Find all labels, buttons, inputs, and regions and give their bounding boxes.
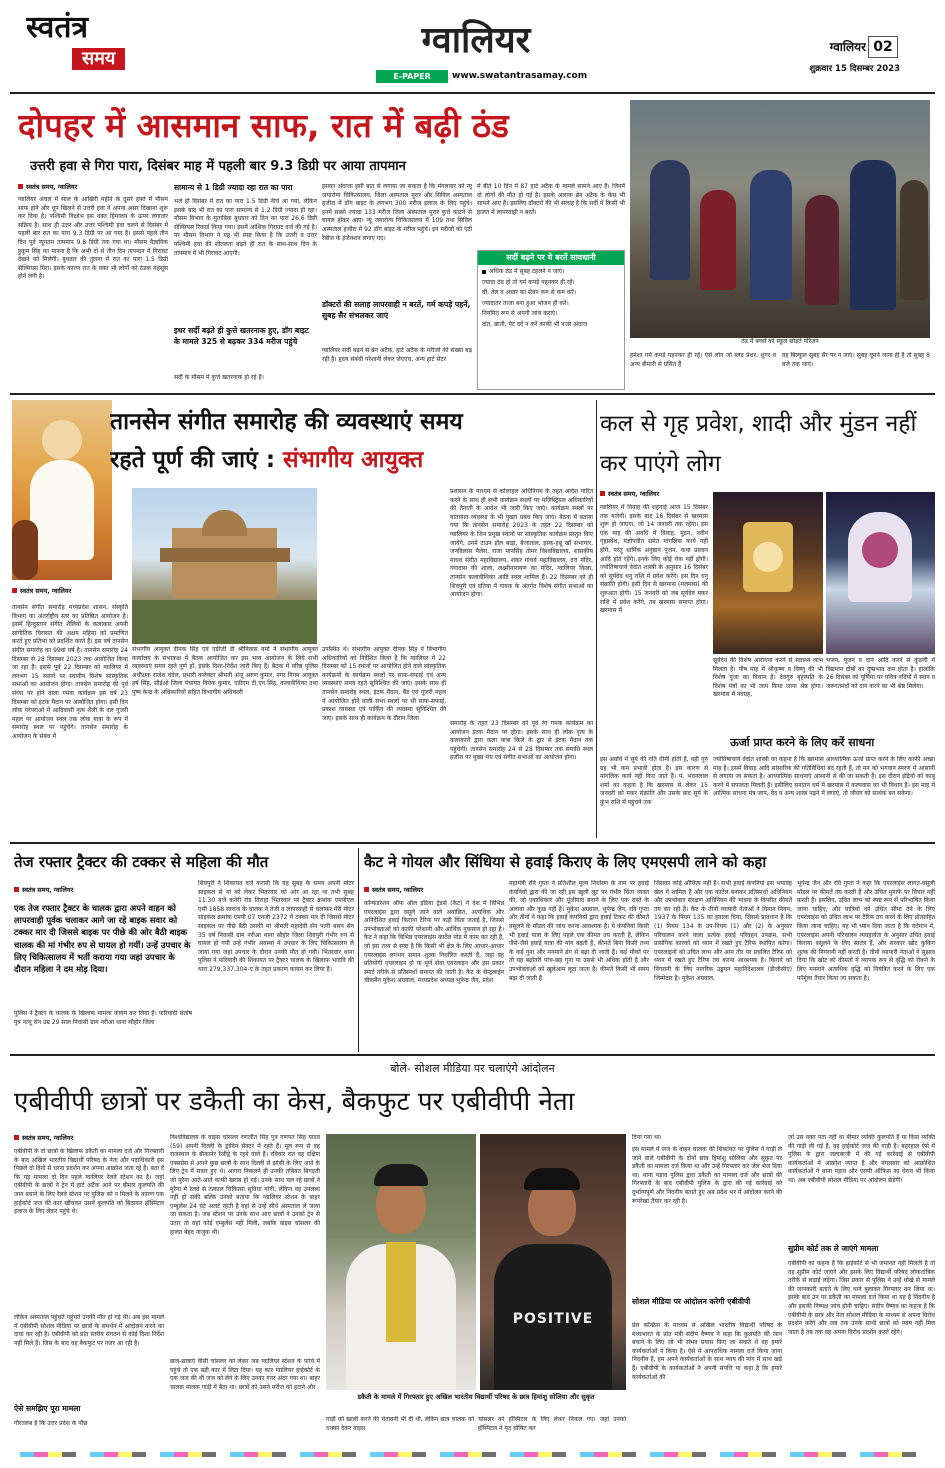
story1-headline: दोपहर में आसमान साफ, रात में बढ़ी ठंड: [18, 106, 509, 145]
story1-col1: ग्वालियर अंचल में साल के आखिरी महीने के दूसरे हफ्ते में मौसम साफ होने और धूप खिलने से उत्तरी हवा ने अपना असर दिखाना शुरू कर दिया है। पश्चिमी विक्षोभ इस वक्त हिमालय के ऊपर लगातार सक्रिय है। साथ ही उत्तर और उत्तर पश्चिमी हवा चलने से दिसंबर में पहली बार रात का पारा 9.3 डिग्री पर आ गया है। इससे पहले तीन दिन पूर्व न्यूनतम तापमान 9.8 डिग्री तक गया था। मौसम वैज्ञानिक हुकुम सिंह का मानना है कि अभी दो से तीन दिन तापमान में गिरावट देखने को मिलेगी। बुधवार की तुलना में रात का पारा 1.5 डिग्री सेल्सियस गिरा। इसके कारण रात के वक्त भी लोगों को ठंडक महसूस होने लगी है।: [18, 196, 168, 281]
story1-subhead: उत्तरी हवा से गिरा पारा, दिसंबर माह में पहली बार 9.3 डिग्री पर आया तापमान: [30, 159, 406, 174]
precaution-item: ज्यादातर ताजा बना हुआ भोजन ही करें।: [482, 299, 569, 307]
story6-col3c: प्रेस कॉन्फ्रेंस के माध्यम से अखिल भारतीय विद्यार्थी परिषद के मध्यभारत के प्रांत मंत्री संदीप वैष्णव ने कहा कि कुलपति की जान बचाने के लिए जो भी संभव प्रयास किए जा सकते थे वह हमारे कार्यकर्ताओं ने किया है। ऐसे में आपराधिक मामला दर्ज किया जाना निंदनीय है, हम अपने कार्यकर्ताओं के साथ न्याय की मांग में साथ खड़े हैं। एबीवीपी के कार्यकर्ताओं ने अपनी संपत्ति या कहा है कि हमारे कार्यकर्ताओं की: [632, 1322, 782, 1381]
precautions-title: सर्दी बढ़ने पर ये बरतें सावधानी: [478, 251, 624, 265]
story6-subhead2: सोशल मीडिया पर आंदोलन करेगी एबीवीपी: [632, 1297, 751, 1306]
story2-col1: तानसेन संगीत समारोह मध्यप्रदेश शासन, संस्कृति विभाग का अंतर्राष्ट्रीय स्तर का प्रतिष्ठित आयोजन है। इसमें हिन्दुस्तान संगीत शैलियों के कलाकार अपनी सांगीतिक विरासत की अक्षय महिमा को प्रमाणित करते हुए प्रतिभा को प्रदर्शित करते हैं। इस वर्ष तानसेन संगीत समारोह का 99वां वर्ष है। तानसेन समारोह 24 दिसम्बर से 28 दिसम्बर 2023 तक आयोजित किया जा रहा है। इससे पूर्व 22 दिसम्बर को ग्वालियर में लगभग 15 स्थानों पर स्थानीय विशेष सांस्कृतिक सभाओं का आयोजन होगा। तानसेन समारोह की पूर्व संध्या पर होने वाला गमक कार्यक्रम इस वर्ष 23 दिसम्बर को इंटक मैदान पर आयोजित होगा। इसी दिन लोक परंपराओं में आदिवासी नृत्य शैली के दल गूजरी महल पर आयोजन स्थल तक लोक यात्रा के रूप में समारोह स्थल पर पहुंचेंगे। तानसेन समारोह के आयोजन के संबंध में: [12, 604, 128, 740]
story5-col1: कॉन्फेडरेशन ऑफ ऑल इंडिया ट्रेडर्स (कैट) ने देश में विभिन्न एयरलाइंस द्वारा वसूले जाने वाले अवांछित, अत्यधिक और अनिर्देशित हवाई किराया टैरिफ पर कड़ी चिंता जताई है, जिससे उपभोक्ताओं को काफी परेशानी और आर्थिक नुकसान हो रहा है। कैट ने कहा कि विभिन्न एयरलाइंस कार्टेल मोड में काम कर रही हैं, जो इस तथ्य से स्पष्ट है कि किसी भी क्षेत्र के लिए आधार-आधार एयरलाइंस लगभग समान शुल्क निर्धारित करती हैं, जहां वह प्रतियोगी एयरलाइन हो या पूर्ण सेवा एयरलाइन और इस प्रकार स्मार्ट तरीके से प्रतिस्पर्धा समाप्त की जाती है। कैट के सेन्ट्रलाईन चीफ़मैन मुकेश अग्रवाल, मध्यप्रदेश अध्यक्ष भूपेन्द्र जैन, प्रदेश: [364, 900, 504, 985]
story6-col3b: इस मामले में जज के वाहन चालक की शिकायत पर पुलिस ने गाड़ी ले जाने वाले एबीवीपी के दोनों छात्र हिमांशु सोलिया और सुकृत पर डकैती का मामला दर्ज किया था और उन्हें गिरफ्तार कर जेल भेज दिया था। थाना पड़ाव पुलिस द्वारा डकैती का मामला दर्ज और छात्रों की गिरफ्तारी के बाद एबीवीपी पुलिस के द्वारा की गई कार्रवाई को दुर्भाग्यपूर्ण और निंदनीय बताते हुए अब प्रदेश भर में आंदोलन करने की रूपरेखा तैयार कर रही है।: [632, 1146, 782, 1205]
story6-col2b: छात्र-छात्राएं वीसी चांसलर को लेकर जब ग्वालियर स्टेशन के फोर्च में पहुंचे तो एक बड़ी कार में लिटा दिया। यह कार ग्वालियर हाईकोर्ट के एक जज की थी जज को लेने के लिए उनका गनर अंदर गया था। बाहर चालक मालक गाड़ी में बैठा था। छात्रों को उसने मरीज को हटाने और: [170, 1358, 320, 1391]
story3-col1: ग्वालियर में विवाह की शहनाई आज 15 दिसंबर तक बजेगी। इसके बाद 16 दिसंबर से खरमास शुरू हो जाएगा, जो 14 जनवरी तक रहेगा। इस एक माह की अवधि में विवाह, मुंडन, नवीन गृहप्रवेश, यज्ञोपवीत समेत मांगलिक कार्य नहीं होंगे, परंतु धार्मिक अनुष्ठान पूजन, कथा प्रवचन आदि होते रहेंगे। इनके लिए कोई रोक नहीं होगी। ज्योतिषाचार्य वेदांत शास्त्री के अनुसार 16 दिसंबर को सूर्यदेव धनु राशि में प्रवेश करेंगे। इस दिन धनु संक्रांति होगी। इसी दिन से खरमास (मलमास) की शुरुआत होगी। 15 जनवरी को जब सूर्यदेव मकर राशि में प्रवेश करेंगे, तब खरमास समाप्त होगा। खरमास में: [600, 504, 708, 615]
story1-col2: भले ही दिसंबर में रात का पारा 1.5 डिग्री नीचे आ गया, लेकिन इसके बाद भी रात का पारा सामान्य से 1.2 डिग्री ज्यादा ही रहा। मौसम विभाग के मुताबिक बुधवार को दिन का पारा 26.6 डिग्री सेल्सियस रिकार्ड किया गया। इसमें आंशिक गिरावट दर्ज की गई है। पर मौसम विभाग ने यह भी स्पष्ट किया है कि उत्तरी व उत्तर पश्चिमी हवा की शीतलता बढ़ते ही रात के साथ-साथ दिन के तापमान में भी गिरावट आएगी।: [174, 198, 317, 257]
story1-byline: स्वतंत्र समय, ग्वालियर: [18, 183, 168, 193]
page-number: 02: [868, 36, 898, 58]
story6-below-photo1: गाड़ी को खाली करने की चेतावनी भी दी थी, लेकिन छात्र चालक को धक्का देकर वाइस: [326, 1416, 474, 1432]
precaution-item: दांत, छाती, पेट दर्द न करें काफी भी नजर अंदाज: [482, 320, 588, 328]
story3-headline: कल से गृह प्रवेश, शादी और मुंडन नहीं कर पाएंगे लोग: [600, 411, 917, 477]
story2-col4: प्रशासन के माध्यम से कोलाहल अधिनियम के तहत आदेश पारित करने के साथ ही सभी कार्यक्रम स्थलों पर मजिस्ट्रियल अधिकारियों की तैनाती के आदेश भी जारी किए जाएं। कार्यक्रम स्थलों पर यातायात व्यवस्था के भी पुख्ता प्रबंध किए जाएं। बैठक में बताया गया कि तानसेन समारोह 2023 के तहत 22 दिसम्बर को ग्वालियर के जिन प्रमुख स्थानों पर सांस्कृतिक कार्यक्रम प्रस्तुत किए जायेंगे, उनमें टाउन हॉल बाड़ा, बैजाताल, इस्क-हबू खाँ सभागार, जनविलास पैलेस, राजा मानसिंह तोमर विश्वविद्यालय, शासकीय माधव संगीत महाविद्यालय, शंकर गांधर्व महाविद्यालय, दत्त मंदिर, गंगादास की शाला, लक्ष्मीनारायण का मंदिर, ग्वालियर किला, तानसेन कलावीथिका आदि स्थल शामिल हैं। 22 दिसम्बर को ही शिवपुरी एवं दतिया में गायक के अंतर्गत विशेष संगीत सभाओं का आयोजन होगा।: [450, 488, 593, 599]
story5-col3: जिसका कोई औचित्य नहीं है। सभी हवाई कंपनियां इस भयावह खेल में शामिल हैं और एक कार्टेल बनाकर प्रतिस्पर्धा अधिनियम और उपभोक्ता संरक्षण अधिनियम की भावना के विपरीत कीमतें तय कर रही हैं। कैट के तीनों व्यापारी नेताओं ने विमान नियम, 1937 के नियम 135 का हवाला दिया, जिसमें प्रावधान है कि (1) नियम 134 के उप-नियम (1) और (2) के अनुसार परिचालन करने वाला प्रत्येक हवाई परिवहन उपक्रम, सभी प्रासंगिक कारकों को ध्यान में रखते हुए टैरिफ स्थापित करेगा। एयरलाइनों को उचित लाभ और आम तौर पर प्रचलित टैरिफ को ध्यान में रखते हुए टैरिफ तय करना आवश्यक है। किराये को निगरानी के लिए नागरिक उड्डयन महानिदेशालय (डीजीसीए) जिम्मेदार है। मुकेश अग्रवाल,: [654, 880, 792, 982]
story1-col3-head: डॉक्टरों की सलाह लापरवाही न बरतें, गर्म कपड़े पहनें, सुबह सैर संभलकर जाएं: [322, 300, 471, 320]
story6-subhead3: सुप्रीम कोर्ट तक ले जाएंगे मामला: [788, 1244, 879, 1253]
city-title: ग्वालियर: [421, 19, 531, 61]
epaper-label: E-PAPER: [376, 70, 448, 83]
story6-col4b: एबीवीपी का कहना है कि हाईकोर्ट से भी जमानत नहीं मिलती है तो वह सुप्रीम कोर्ट जाएंगे और इसके लिए विद्यार्थी परिषद लोकतांत्रिक तरीके से लड़ाई लड़ेगा। जिस प्रकार से पुलिस ने उन्हें धोखे से मामले की जानकारी बताते के लिए थाने बुलाकर गिरफ्तार कर लिया था। इसके बाद उन पर डकैती का मामला दर्ज किया था यह है निंदनीय है और इसकी निष्पक्ष जांच होनी चाहिए। संदीप वैष्णव का कहना है कि एबीवीपी के छात्र और नेता सोशल मीडिया के माध्यम से अपना विरोध प्रदर्शन करेंगे और जब तक उनके साथी छात्रों को न्याय नहीं मिल जाता है तब तक वह अपना विरोध प्रदर्शन करते रहेंगे।: [788, 1260, 935, 1336]
masthead: [0, 0, 945, 90]
story1-right-col2: वह बिल्कुल सुबह सैर पर न जाएं। सुबह घूमने जाना ही है तो सुबह 8 बजे तक जाएं।: [782, 352, 930, 368]
story6-col2: विश्वविद्यालय के वाइस चांसलर रणजीत सिंह पुत्र गणपत सिंह यादव (59) अपनी दिल्ली के ड्राविन सेक्टर में रहते हैं। मूल रूप से वह राजस्थान के बीकानेर रेंजीड्रे के रहने वाले हैं। रविवार रात वह दक्षिण एक्सप्रेस से अपने कुछ छात्रों के साथ दिल्ली से झांसी के लिए आने के लिए ट्रेन में सवार हुए थे। आगरा निकलने ही उनकी तबियत बिगड़ती जो मुरैना आते-आते काफी खराब हो गई। उनके साथ चल रहे छात्रों ने मुरैना में रेलवे से तत्काल चिकित्सा सुविधा मांगी, लेकिन वह उपलब्ध नहीं हो सकी बल्कि उनको बताया कि ग्वालियर स्टेशन के बाहर एम्बुलेंस 24 घंटे अलर्ट रहती है वहां से उन्हें सीधे अस्पताल ले जाया जा सकता है। जब स्टेशन पर उनके साथ आए छात्रों ने उनको ट्रेन से उतार तो वहां कोई एम्बुलेंस नहीं मिली, जबकि वाइस चांसलर की हालत बेहद नाजुक थी।: [170, 1134, 320, 1236]
story3-col5: ज्योतिषाचार्य वेदांत शास्त्री का कहना है कि खरमास आध्यात्मिक ऊर्जा प्राप्त करने के लिए काफी अच्छा माह है। इसमें विवाह आदि सांसारिक की गतिविधियां बंद रहती हैं, तो मन को भगवान स्मरण में आसानी से लगाया जा सकता है। आध्यात्मिक साधनाएं आसानी से की जा सकती हैं। इस दौरान इंद्रियों को काबू करने में सफलता मिलती है। इसीलिए सनातन धर्म में खरमास में कल्पवास का भी विधान है। इस माह में आत्मिक साधना मंत्र जाप, वेद व अन्य शास्त्र पढ़ने में लगाएं, तो जीवन को सार्थक बन सकेगा।: [713, 756, 935, 798]
story6-byline: स्वतंत्र समय, ग्वालियर: [14, 1134, 164, 1144]
logo: [26, 10, 146, 82]
precaution-item: घी, तेल व अचार का सेवन कम से कम करें।: [482, 289, 577, 297]
story1-col4: में बीते 10 दिन में 87 हार्ट अटैक के मामले सामने आए हैं। जिनमें दो लोगों की मौत हो गई है। इसके अलावा ब्रेन अटैक के केस भी सामने आए हैं। इसलिए डॉक्टरों की भी सलाह है कि सर्दी में किसी भी हालत में लापरवाही न बरतें।: [477, 183, 625, 216]
story6-below-photo2: चांसलर को हॉस्पिटल के लिए लेकर निकल गए। जहां उनको हॉस्पिटल ने मृत घोषित कर: [478, 1416, 626, 1432]
story2-headline-line2a: रहते पूर्ण की जाएं :: [110, 447, 284, 473]
story2-col4b: समारोह के तहत 23 दिसम्बर को पूर्व रंग गमक कार्यक्रम का आयोजन इंटक मैदान पर होगा। इसके साथ ही लोक नृत्य के कलाकारों द्वारा कला यात्रा किले के द्वार से इंटक मैदान तक पहुंचेगी। तानसेन समारोह 24 से 28 दिसम्बर तक समाधि स्थल हजीरा पर मुख्य मंच एवं संगीत सभाओं का आयोजन होगा।: [450, 720, 593, 762]
column-divider: [596, 400, 597, 838]
precautions-box: [477, 250, 625, 390]
story6-col3: दिया गया था।: [632, 1134, 662, 1141]
story1-col3: इसका अंदाजा इसी बात से लगाया जा सकता है कि मंगलवार को न्यू जयारोग्य चिकित्सालय, जिला अस्पताल मुरार और सिविल अस्पताल हजीरा में डॉग बाइट के लगभग 300 मरीज इलाज के लिए पहुंचे। इनमें सबसे ज्यादा 133 मरीज जिला अस्पताल मुरार कुत्ते काटने से घायल होकर आए। न्यू जयारोग्य चिकित्सालय में 109 तथा सिविल अस्पताल हजीरा में 92 डॉग बाइट के मरीज पहुंचे। इन मरीजों को एंटी रैबीज के इंजेक्शन लगाए गए।: [322, 183, 472, 242]
student-photo-caption: डकैती के मामले में गिरफ्तार हुए अखिल भारतीय विद्यार्थी परिषद के छात्र हिमांशु सोलिया और सुकृत: [357, 1393, 595, 1401]
story5-headline: कैट ने गोयल और सिंधिया से हवाई किराए के लिए एमएसपी लाने को कहा: [364, 853, 767, 871]
story1-col2b: सर्दी के मौसम में कुत्ते खतरनाक हो रहे हैं।: [174, 374, 264, 381]
story1-col3b: ग्वालियर सर्दी बढ़ने से ब्रेन अटैक, हार्ट अटैक के मरीजों की संख्या बढ़ रही है। हृदय संबंधी परेशानी लेकर जेएएच, अन्य हार्ट सेंटर: [322, 347, 472, 363]
story5-byline: स्वतंत्र समय, ग्वालियर: [364, 886, 504, 896]
story2-headline-line2b: संभागीय आयुक्त: [283, 447, 424, 473]
page-city: ग्वालियर: [829, 40, 866, 54]
story4-lead: एक तेज रफ्तार ट्रैक्टर के चालक द्वारा अपने वाहन को लापरवाही पूर्वक चलाकर आगे जा रहे बाइक सवार को टक्कर मार दी जिससे बाइक पर पीछे की ओर बैठी बाइक चालक की मां गंभीर रुप से घायल हो गयीं। उन्हें उपचार के लिए चिकित्सालय में भर्ती कराया गया जहां उपचार के दौरान महिला ने दम मोड़ दिया।: [14, 903, 191, 975]
story6-headline: एबीवीपी छात्रों पर डकैती का केस, बैकफुट पर एबीवीपी नेता: [14, 1087, 575, 1117]
story3-byline: स्वतंत्र समय, ग्वालियर: [600, 490, 708, 500]
issue-date: शुक्रवार 15 दिसम्बर 2023: [809, 64, 900, 74]
story6-col1b: लेकिन अस्पताल पहुंचते पहुंचते उनकी मौत हो गई थी। अब इस मामले में एबीवीपी सोशल मीडिया पर छात्रों के समर्थन में आंदोलन करने का दावा कर रही है। एबीवीपी को प्रांत स्तरीय संगठन से कोई दिशा निर्देश नहीं मिले हैं। जिस के बाद वह बैकफुट पर नजर आ रही है।: [14, 1314, 164, 1347]
story4-headline: तेज रफ्तार ट्रैक्टर की टक्कर से महिला की मौत: [14, 853, 269, 871]
website-link[interactable]: www.swatantrasamay.com: [452, 71, 588, 81]
logo-top: स्वतंत्र: [26, 10, 89, 45]
student-photo-1: [326, 1134, 476, 1390]
precaution-item: ज्यादा ठंड हो तो गर्म कपड़े पहनकर ही रहें।: [482, 278, 575, 286]
logo-bottom: समय: [72, 48, 125, 70]
story6-col1c: गौरतलब है कि उत्तर प्रदेश के पौंछ: [14, 1420, 88, 1427]
story6-col4: जो उस वक्त पता नहीं था बीमार व्यक्ति कुलपति हैं या किस व्यक्ति की गाड़ी ली गई है, वह हाईकोर्ट जज की गाड़ी है। बहरहाल ऐसे में पुलिस के द्वारा जल्दबाजी में की गई कार्रवाई से एबीवीपी कार्यकर्ताओं में आक्रोश व्याप्त है और मंगलवार को आक्रोशित कार्यकर्ताओं ने थाना पड़ाव और एसपी ऑफिस का घेराव भी किया था। अब एबीवीपी सोशल मीडिया पर आंदोलन छेड़ेगी।: [788, 1134, 935, 1184]
shirt-print: POSITIVE: [512, 1311, 594, 1327]
story5-col4: भूपेन्द्र जैन और रवि गुप्ता ने कहा कि एयरलाइंस लागत-वसूली मॉडल पर कीमतें तय करती हैं और उचित मुनाफे पर विचार नहीं करती हैं। इसलिए, उचित लाभ को स्पष्ट रूप से परिभाषित किया जाना चाहिए, और यात्रियों को उचित सीमा देने के लिए एयरलाइंस को उचित लाभ पर टैरिफ तय करने के लिए प्रोत्साहित किया जाना चाहिए। यह भी ध्यान दिया जाता है कि वर्तमान में, एयरलाइंस अपनी परिचालन व्यवहार्यता के अनुसार उचित हवाई किराया वसूलने के लिए स्वतंत्र हैं, और सरकार खोट कुकिंग शुल्क की निगरानी नहीं करती है। तीनों व्यापारी नेताओं ने सुझाव दिया कि खोट को कीमतों में व्यापक रूप से वृद्धि को रोकने के लिए मनमाने अत्यधिक वृद्धि को नियंत्रित करने के लिए एक फॉर्मूला तैयार किया जा सकता है।: [797, 880, 935, 982]
temple-photo-2: [826, 492, 935, 654]
section-divider: [10, 1054, 935, 1056]
story6-col1: एबीवीपी के दो छात्रों के खिलाफ डकैती का मामला दर्ज और गिरफ्तारी के बाद अखिल भारतीय विद्यार्थी परिषद के नेता और पदाधिकारी इस पिछले दो दिनों से धरना प्रदर्शन कर अपना आक्रोश जता रहे हैं। बता दें कि यह मामला दो दिन पहले ग्वालियर रेलवे स्टेशन का है। जहां एबीवीपी के छात्रों ने ट्रेन में हार्ट अटैक आने पर बीमार कुलपति की जान बचाने के लिए रेलवे स्टेशन पर पुलिस को न मिलने के कारण एक हाईकोर्ट जज की कार खींचकर उसमें कुलपति को बिठाकर हॉस्पिटल इलाज के लिए लेकर पहुंचे थे।: [14, 1148, 164, 1216]
story2-byline: स्वतंत्र समय, ग्वालियर: [12, 587, 128, 597]
story1-col2-head2: इधर सर्दी बढ़ते ही कुत्ते खतरनाक हुए, डॉग बाइट के मामले 325 से बढ़कर 334 मरीज पहुंचे: [174, 326, 309, 346]
story5-col2: महामंत्री रवि गुप्ता ने प्रतिशील मूल्य निर्धारण के नाम पर हवाई कंपनियों द्वारा की जा रही इस खुली लूट पर गंभीर चिंता व्यक्त की, जो एकाधिकार और पूंजीवाद बनाने के लिए एक रास्ते के अलावा और कुछ नहीं है। मुकेश अग्रवाल, भूपेन्द्र जैन, रवि गुप्ता और तीनों ने कहा कि हवाई कंपनियों द्वारा हवाई टिकट की कीमतें वसूलने के मॉडल की जांच करना आवश्यक है। ये कंपनियां किसी भी हवाई यात्रा के लिए पहले एक कीमत तय करती हैं, लेकिन जैसे-जैसे हवाई यात्रा की मांग बढ़ती है, कीमतें बिना किसी तथ्य के कई गुना और मनमाने ढंग से बढ़ा दी जाती हैं। कई मौकों पर तो यह बढ़ोतरी पांच-छह गुना या उससे भी अधिक होती है और उपभोक्ताओं को खुलेआम लूटा जाता है। कीमतें किसी भी समय बढ़ा दी जाती हैं: [509, 880, 649, 982]
tansen-portrait: [12, 400, 112, 580]
story3-col4: भजन, पूजन व दान आदि करने से कुंडली में विद्यमान दोषों का दुष्प्रभाव कम होता है। हालांकि 26 दिसंबर को पूर्णिमा पर पवित्र नदियों में स्नान व जरूरतमंदों को दान करने का भी श्रेष्ठ मिलेगा।: [826, 657, 935, 690]
story2-col3: उपस्थित थे। संभागीय आयुक्त दीपक सिंह ने विभागीय अधिकारियों को निर्देशित किया है कि ग्वालियर में 22 दिसम्बर को 15 स्थानों पर आयोजित होने वाले सांस्कृतिक कार्यक्रमों के कार्यक्रम स्थलों पर साफ-सफाई एवं अन्य व्यवस्थाएं समय रहते सुनिश्चित की जाएं। इसके साथ ही तानसेन समारोह स्थल, इंटक मैदान, बैंड एवं गूजरी महल में आयोजित होने वाली सभा स्थलों पर भी साफ-सफाई, प्रकाश व्यवस्था एवं पार्किंग की व्यवस्था सुनिश्चित की जाए। इसके साथ ही कार्यक्रम के दौरान जिला: [322, 646, 446, 722]
story2-col2: संभागीय आयुक्त दीपक सिंह एवं एडीजी डी श्रीनिवास वर्मा ने संभागीय आयुक्त कार्यालय के सभाकक्ष में बैठक आयोजित कर इस भव्य आयोजन के लिये सभी व्यवस्थाएं समय रहते पूर्ण हों, इसके दिशा-निर्देश जारी किए हैं। बैठक में वरिष्ठ पुलिस अधीक्षक राजेश चंदेल, प्रभारी कलेक्टर श्रीमती अंजू अरुण कुमार, नगर निगम आयुक्त हर्ष सिंह, सीईओ जिला पंचायत विवेक कुमार, एडीएम टी एन सिंह, कलावीथिका तथा पुष्प केन्द्र के अधिकारियों सहित विभागीय अधिकारी: [132, 646, 318, 696]
story3-col2: इस अवधि में सूर्य की गति धीमी होती है, वहीं गुरु ग्रह भी कम प्रभावी होता है। इस कारण से मांगलिक कार्य नहीं किए जाते हैं। पं. भवनलाल शर्मा का कहना है कि खरमास से लेकर 15 जनवरी को मकर संक्रांति और उसके बाद सूर्य के कुंभ राशि में पहुंचने तक: [600, 756, 708, 806]
story2-headline-line1: तानसेन संगीत समारोह की व्यवस्थाएं समय: [110, 409, 463, 435]
precaution-item: नियमित रूप से अपनी जांच कराएं।: [482, 310, 558, 318]
masthead-divider: [10, 92, 935, 94]
story4-col1: पुलिस ने ट्रैक्टर के चालक के खिलाफ मामला कायम कर लिया है। फरियादी संतोष पुत्र नत्थू सेन उम्र 29 साल निवासी ग्राम नरीआ थाना सौहोर जिला: [14, 1010, 192, 1026]
story3-col3: सूर्यदेव की विशेष आराधना करने से स्वास्थ्य लाभ मिलता है। पौष माह में श्रीकृष्ण व विष्णु की भी विशेष पूजा का विधान है। देवगुरु बृहस्पति के विशेष मंत्रों का भी जाप किया जाना श्रेष्ठ होगा। खरमास में नवग्रह,: [713, 657, 823, 699]
temple-photo-1: [713, 492, 823, 654]
precaution-item: अधिक ठंड में सुबह टहलने न जाएं।: [482, 268, 620, 277]
school-photo: [630, 100, 930, 338]
column-divider: [358, 848, 359, 1052]
story6-kicker: बोले- सोशल मीडिया पर चलाएंगे आंदोलन: [390, 1062, 555, 1075]
story3-subhead: ऊर्जा प्राप्त करने के लिए करें साधना: [730, 736, 875, 749]
story1-col2-head: सामान्य से 1 डिग्री ज्यादा रहा रात का पारा: [174, 183, 293, 192]
tansen-tomb-photo: [132, 488, 317, 644]
story2-headline: [110, 404, 590, 484]
story4-byline: स्वतंत्र समय, ग्वालियर: [14, 886, 184, 896]
section-divider: [10, 393, 935, 395]
story6-subhead1: ऐसे समझिए पूरा मामला: [14, 1404, 81, 1413]
section-divider: [10, 842, 935, 844]
school-photo-caption: ठंड में बच्चों को स्कूल छोड़ते परिजन: [741, 338, 819, 345]
print-registration-bar: [0, 1450, 945, 1460]
story1-right-col1: हमेशा गर्म कपड़े पहनकर ही रहें। ऐसे लोग जो ब्लड प्रेशर, शुगर व अन्य बीमारी से ग्रसित हैं: [630, 352, 776, 368]
student-photo-2: [480, 1134, 626, 1390]
story4-col2: शिवपुरी ने शिकायत दर्ज करायी कि वह सुबह के समय अपनी मोटर साइकल से मां को लेकर भितरवार को ओर आ रहा था तभी सुबह 11.30 बजे कनेरी रोड तिराहा भितरवार पर ट्रैक्टर क्रमांक एमपीएल एसी 1858 स्वराज के चालक ने तेजी व लापरवाही से चलाकर मेरी मोटर साइकल क्रमांक एमपी 07 एनजी 2372 में टक्कर मार दी जिससे मोटर साइकल पर पीछे बैठी उसकी मां श्रीमती महादेवी सेन पत्नी बसन सेन 35 वर्ष निवासी ग्राम नरीआ थाना सौहोर जिला शिवपुरी गंभीर रुप से घायल हो गयी उन्हें गंभीर अवस्था में उपचार के लिए चिकित्सालय ले जाया गया जहां उपचार के दौरान उनकी मौत हो गयी। भितरवार थाना पुलिस ने फरियादी की शिकायत पर ट्रैक्टर चालक के खिलाफ भादवि की धारा 279,337,304-ए के तहत प्रकरण कायम कर लिया है।: [198, 880, 354, 973]
